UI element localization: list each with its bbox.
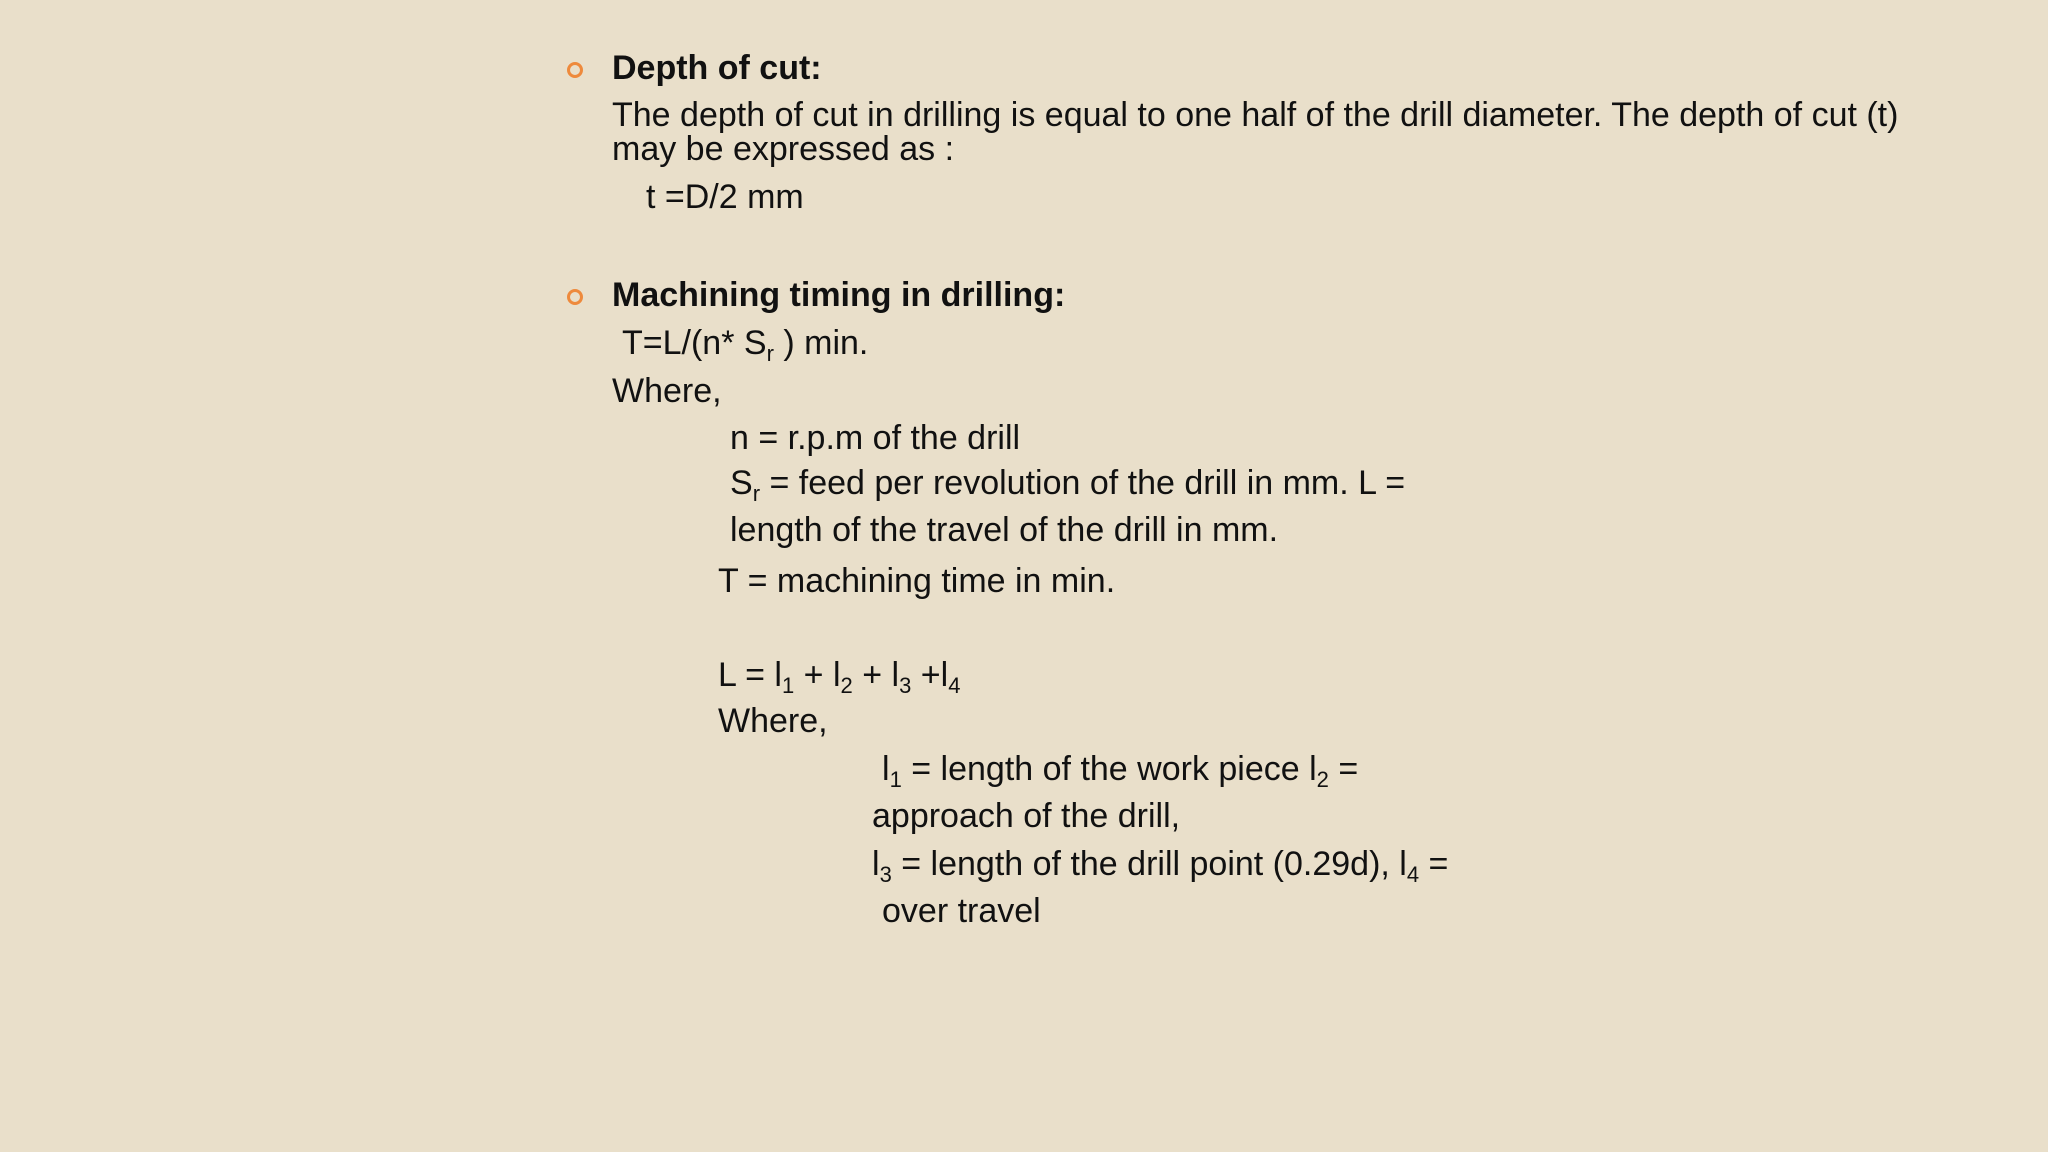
where-label: Where, bbox=[612, 372, 722, 410]
definition-sr: $S_r$ = feed per revolution of the drill in mm. L = bbox=[730, 464, 1406, 506]
definition-l3: $l_3$ = length of the drill point (0.29d), $l_4$ = bbox=[872, 845, 1449, 887]
definition-n: n = r.p.m of the drill bbox=[730, 419, 1021, 457]
bullet-icon bbox=[567, 289, 583, 305]
text-line: The depth of cut in drilling is equal to one half of the drill diameter. The depth of cut (t) bbox=[612, 96, 1899, 134]
definition-l: length of the travel of the drill in mm. bbox=[730, 511, 1279, 549]
definition-l2: approach of the drill, bbox=[872, 797, 1181, 835]
definition-l4: over travel bbox=[882, 892, 1041, 930]
formula-depth: t =D/2 mm bbox=[646, 178, 804, 216]
heading-depth-of-cut: Depth of cut: bbox=[612, 49, 822, 87]
definition-l1: $l_1$ = length of the work piece $l_2$ = bbox=[882, 750, 1359, 792]
formula-machining-time: T=L/(n* $S_r$ ) min. bbox=[622, 324, 869, 366]
definition-t: T = machining time in min. bbox=[718, 562, 1116, 600]
where-label: Where, bbox=[718, 702, 828, 740]
bullet-icon bbox=[567, 62, 583, 78]
text-line: may be expressed as : bbox=[612, 130, 955, 168]
heading-machining-timing: Machining timing in drilling: bbox=[612, 276, 1066, 314]
formula-length: $L = l_1 + l_2 + l_3 +l_4$ bbox=[718, 656, 961, 698]
